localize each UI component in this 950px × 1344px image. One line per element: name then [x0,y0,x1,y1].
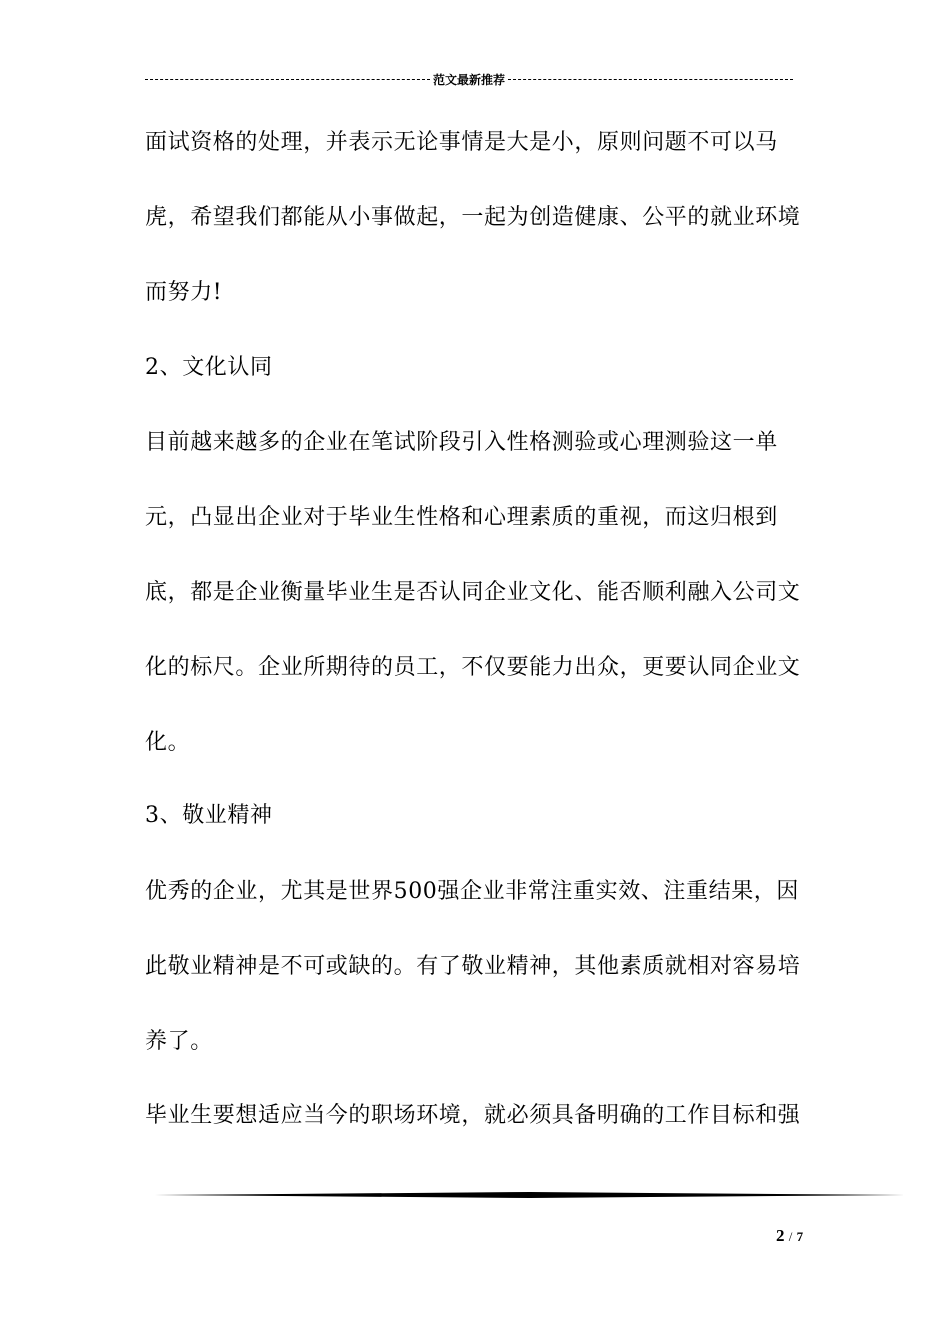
body-line: 化的标尺。企业所期待的员工，不仅要能力出众，更要认同企业文 [145,655,801,680]
header-title: 范文最新推荐 [433,72,506,87]
body-line: 而努力! [145,280,223,305]
body-line: 养了。 [145,1029,213,1054]
body-line: 目前越来越多的企业在笔试阶段引入性格测验或心理测验这一单 [145,430,778,455]
body-line: 此敬业精神是不可或缺的。有了敬业精神，其他素质就相对容易培 [145,954,801,979]
section-heading: 3、敬业精神 [145,803,273,828]
body-line: 底，都是企业衡量毕业生是否认同企业文化、能否顺利融入公司文 [145,580,801,605]
body-line: 化。 [145,730,191,755]
page-current: 2 [776,1226,785,1245]
header-dashes-right [508,79,793,80]
body-line: 毕业生要想适应当今的职场环境，就必须具备明确的工作目标和强 [145,1103,801,1128]
body-line: 元，凸显出企业对于毕业生性格和心理素质的重视，而这归根到 [145,505,778,530]
header-dashes-left [145,79,430,80]
page-header [145,70,793,88]
footer-rule [155,1186,905,1204]
body-line: 优秀的企业，尤其是世界500强企业非常注重实效、注重结果，因 [145,879,799,904]
body-line: 面试资格的处理，并表示无论事情是大是小，原则问题不可以马 [145,130,778,155]
page-number [776,1226,803,1246]
page-separator: / [788,1229,793,1244]
page-total: 7 [796,1229,804,1244]
body-line: 虎，希望我们都能从小事做起，一起为创造健康、公平的就业环境 [145,205,801,230]
section-heading: 2、文化认同 [145,355,273,380]
